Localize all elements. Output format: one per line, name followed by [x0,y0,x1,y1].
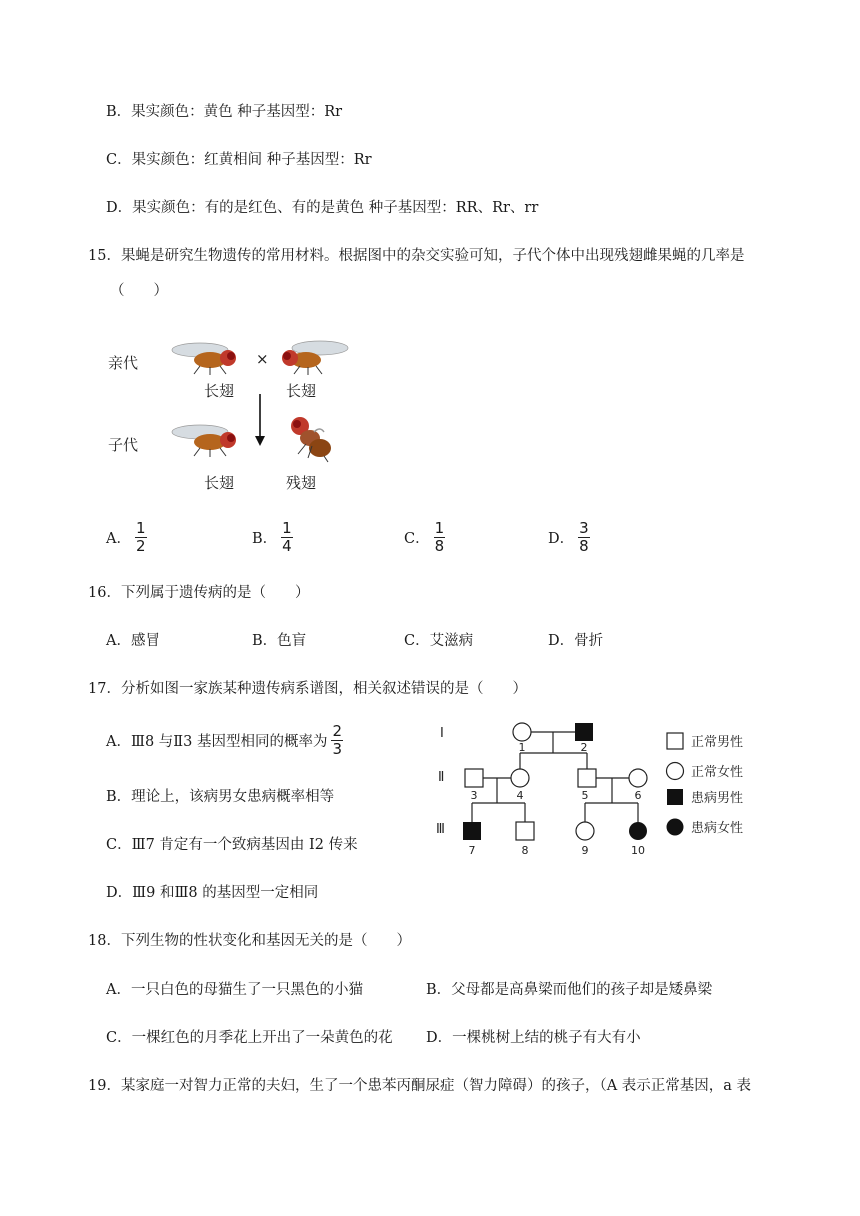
legend-normal-female-label: 正常女性 [691,765,744,780]
fraction [578,520,590,555]
id-9: 9 [581,844,589,857]
q17-option-d: D．Ⅲ9 和Ⅲ8 的基因型一定相同 [106,885,319,901]
id-10: 10 [631,844,645,857]
individual-9-normal-female [576,822,594,840]
q14-option-b: B．果实颜色：黄色 种子基因型：Rr [106,104,343,120]
q17-option-a [106,720,343,760]
vestigial-wing-fly-icon [284,414,340,464]
fraction-numerator: 2 [332,721,343,740]
q15-option-b [252,517,293,557]
child-1-label: 长翅 [204,474,235,492]
id-3: 3 [470,789,478,802]
q18-option-a: A．一只白色的母猫生了一只黑色的小猫 [106,982,363,998]
fraction [331,723,343,758]
pedigree-chart [430,715,760,865]
child-2-label: 残翅 [286,474,317,492]
q17-stem: 17．分析如图一家族某种遗传病系谱图，相关叙述错误的是（ ） [88,681,527,697]
q18-option-c: C．一棵红色的月季花上开出了一朵黄色的花 [106,1030,393,1046]
legend-normal-female-icon [667,763,684,780]
individual-5-normal-male [578,769,596,787]
option-letter: A． [106,530,131,547]
q14-option-c: C．果实颜色：红黄相间 种子基因型：Rr [106,152,372,168]
generation-2-label: Ⅱ [438,770,445,785]
q19-stem: 19．某家庭一对智力正常的夫妇，生了一个患苯丙酮尿症（智力障碍）的孩子，（A 表示正常基因，a 表 [88,1078,752,1094]
q16-stem: 16．下列属于遗传病的是（ ） [88,585,310,601]
id-4: 4 [516,789,524,802]
fraction [281,520,293,555]
option-text: A．Ⅲ8 与Ⅱ3 基因型相同的概率为 [106,733,328,750]
legend-normal-male-icon [667,733,683,749]
q18-stem: 18．下列生物的性状变化和基因无关的是（ ） [88,933,411,949]
fraction-numerator: 3 [579,518,589,537]
q17-option-c: C．Ⅲ7 肯定有一个致病基因由 I2 传来 [106,837,358,853]
legend-affected-female-icon [667,819,684,836]
legend-affected-male-label: 患病男性 [691,791,744,806]
generation-1-label: Ⅰ [440,726,444,741]
id-7: 7 [468,844,476,857]
id-2: 2 [580,741,588,754]
individual-1-normal-female [513,723,531,741]
q14-option-d: D．果实颜色：有的是红色、有的是黄色 种子基因型：RR、Rr、rr [106,200,539,216]
q17-option-b: B．理论上，该病男女患病概率相等 [106,789,335,805]
q16-option-a: A．感冒 [106,633,160,649]
q15-option-c [404,517,445,557]
fraction-denominator: 3 [332,739,343,758]
q15-stem: 15．果蝇是研究生物遗传的常用材料。根据图中的杂交实验可知，子代个体中出现残翅雌果蝇的几率是 [88,248,745,264]
individual-10-affected-female [629,822,647,840]
legend-normal-male-label: 正常男性 [691,735,744,750]
parent-generation-label: 亲代 [108,354,139,372]
fraction-denominator: 8 [434,536,445,555]
q18-option-b: B．父母都是高鼻梁而他们的孩子却是矮鼻梁 [426,982,713,998]
long-wing-fly-icon [276,336,352,376]
q15-option-d [548,517,590,557]
option-letter: D． [548,530,575,547]
individual-3-normal-male [465,769,483,787]
q16-option-b: B．色盲 [252,633,307,649]
option-letter: B． [252,530,278,547]
q18-option-d: D．一棵桃树上结的桃子有大有小 [426,1030,641,1046]
individual-6-normal-female [629,769,647,787]
fraction [434,520,446,555]
legend-affected-male-icon [667,789,683,805]
fraction-denominator: 8 [579,536,589,555]
option-letter: C． [404,530,430,547]
fraction [135,520,147,555]
fraction-numerator: 1 [282,518,292,537]
cross-symbol: × [256,350,269,368]
q16-option-c: C．艾滋病 [404,633,474,649]
q15-option-a [106,517,147,557]
id-6: 6 [634,789,642,802]
child-generation-label: 子代 [108,436,139,454]
id-1: 1 [518,741,526,754]
q15-paren: （ ） [110,283,168,299]
q16-option-d: D．骨折 [548,633,604,649]
long-wing-fly-icon [170,418,246,458]
individual-2-affected-male [575,723,593,741]
individual-8-normal-male [516,822,534,840]
legend-affected-female-label: 患病女性 [691,821,744,836]
id-8: 8 [521,844,529,857]
parent-2-label: 长翅 [286,382,317,400]
down-arrow-icon [252,392,268,448]
generation-3-label: Ⅲ [436,822,445,837]
fraction-denominator: 4 [282,536,292,555]
fraction-denominator: 2 [135,536,146,555]
fraction-numerator: 1 [434,518,445,537]
individual-4-normal-female [511,769,529,787]
fruit-fly-cross-figure [100,330,360,495]
individual-7-affected-male [463,822,481,840]
fraction-numerator: 1 [135,518,146,537]
long-wing-fly-icon [170,336,246,376]
id-5: 5 [581,789,589,802]
parent-1-label: 长翅 [204,382,235,400]
